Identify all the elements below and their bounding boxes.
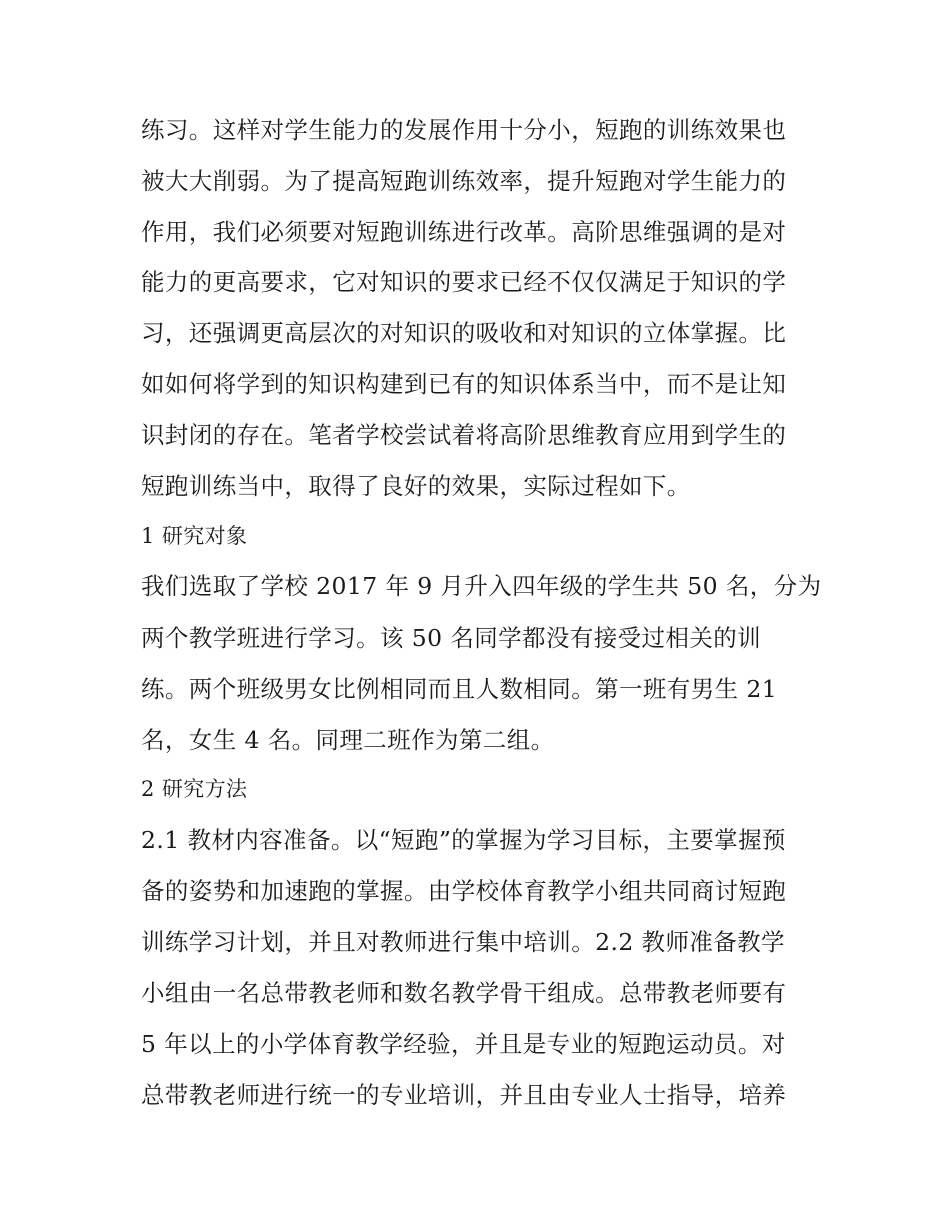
paragraph-line: 总带教老师进行统一的专业培训，并且由专业人士指导，培养	[141, 1081, 787, 1109]
paragraph-line: 如如何将学到的知识构建到已有的知识体系当中，而不是让知	[141, 370, 787, 398]
paragraph-line: 作用，我们必须要对短跑训练进行改革。高阶思维强调的是对	[141, 218, 787, 246]
paragraph-line: 我们选取了学校 2017 年 9 月升入四年级的学生共 50 名，分为	[141, 572, 822, 600]
paragraph-line: 练习。这样对学生能力的发展作用十分小，短跑的训练效果也	[141, 116, 787, 144]
section-heading: 2 研究方法	[141, 777, 248, 801]
paragraph-line: 备的姿势和加速跑的掌握。由学校体育教学小组共同商讨短跑	[141, 877, 787, 905]
paragraph-line: 2.1 教材内容准备。以“短跑”的掌握为学习目标，主要掌握预	[141, 826, 786, 854]
paragraph-line: 能力的更高要求，它对知识的要求已经不仅仅满足于知识的学	[141, 268, 787, 296]
paragraph-line: 习，还强调更高层次的对知识的吸收和对知识的立体掌握。比	[141, 319, 787, 347]
paragraph-line: 名，女生 4 名。同理二班作为第二组。	[141, 726, 555, 754]
paragraph-line: 识封闭的存在。笔者学校尝试着将高阶思维教育应用到学生的	[141, 421, 787, 449]
section-heading: 1 研究对象	[141, 524, 248, 548]
paragraph-line: 被大大削弱。为了提高短跑训练效率，提升短跑对学生能力的	[141, 167, 787, 195]
paragraph-line: 两个教学班进行学习。该 50 名同学都没有接受过相关的训	[141, 624, 762, 652]
paragraph-line: 小组由一名总带教老师和数名教学骨干组成。总带教老师要有	[141, 979, 787, 1007]
paragraph-line: 练。两个班级男女比例相同而且人数相同。第一班有男生 21	[141, 675, 778, 703]
paragraph-line: 短跑训练当中，取得了良好的效果，实际过程如下。	[141, 472, 691, 500]
paragraph-line: 5 年以上的小学体育教学经验，并且是专业的短跑运动员。对	[141, 1030, 786, 1058]
paragraph-line: 训练学习计划，并且对教师进行集中培训。2.2 教师准备教学	[141, 928, 785, 956]
